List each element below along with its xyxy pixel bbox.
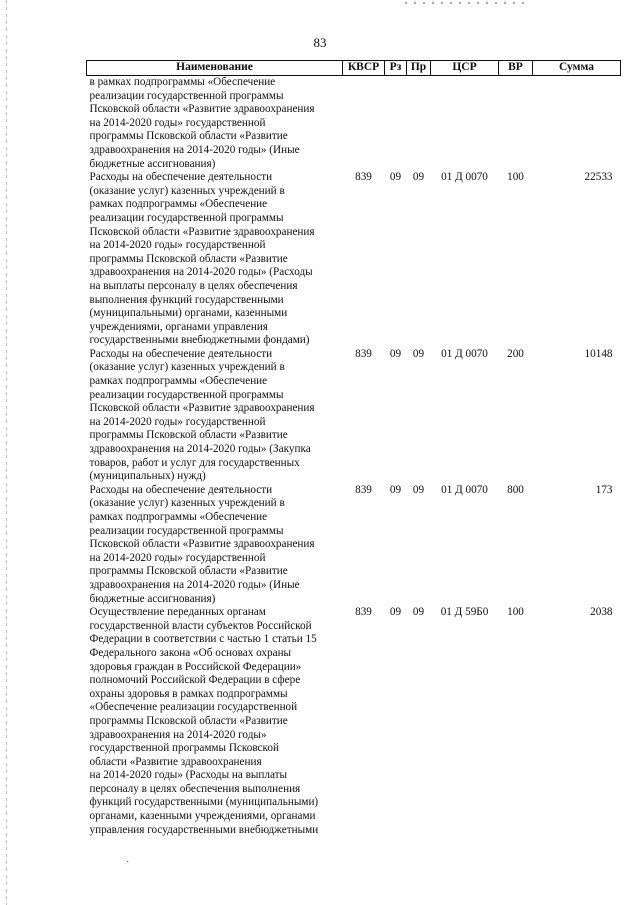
cell-vr: 100 — [507, 606, 524, 619]
cell-vr: 100 — [507, 171, 524, 184]
cell-pr — [407, 76, 431, 172]
cell-kvsr: 839 — [355, 347, 372, 360]
table-header — [87, 61, 621, 76]
name-line: (оказание услуг) казенных учреждений в — [89, 361, 285, 374]
budget-table — [86, 60, 621, 837]
cell-rz — [385, 76, 407, 172]
table-row — [87, 484, 621, 606]
name-line: охраны здоровья в рамках подпрограммы — [89, 687, 288, 700]
name-line: на 2014-2020 годы» государственной — [89, 551, 266, 564]
name-line: Федерального закона «Об основах охраны — [89, 646, 292, 659]
cell-sum: 2038 — [590, 606, 613, 619]
name-line: на выплаты персоналу в целях обеспечения — [89, 279, 298, 292]
name-line: Псковской области «Развитие здравоохранения — [89, 402, 315, 415]
name-line: на 2014-2020 годы» (Расходы на выплаты — [89, 769, 288, 782]
name-line: программы Псковской области «Развитие — [89, 714, 288, 727]
cell-name — [87, 606, 343, 837]
cell-name — [87, 348, 343, 484]
scan-left-edge — [6, 0, 7, 905]
header-pr: Пр — [407, 61, 431, 76]
name-line: Псковской области «Развитие здравоохранения — [89, 103, 315, 116]
table-body — [87, 76, 621, 838]
cell-csr: 01 Д 0070 — [441, 483, 488, 496]
name-line: на 2014-2020 годы» государственной — [89, 116, 266, 129]
name-line: (муниципальных) нужд) — [89, 470, 206, 483]
name-line: рамках подпрограммы «Обеспечение — [89, 511, 268, 523]
cell-pr: 09 — [412, 347, 425, 360]
name-line: государственной власти субъектов Российской — [89, 619, 312, 632]
cell-sum: 22533 — [584, 171, 613, 184]
name-line: рамках подпрограммы «Обеспечение — [89, 198, 268, 211]
name-line: бюджетные ассигнования) — [89, 157, 216, 170]
name-line: программы Псковской области «Развитие — [89, 429, 288, 442]
table-row — [87, 171, 621, 348]
name-line: бюджетные ассигнования) — [89, 592, 216, 605]
cell-kvsr: 839 — [355, 483, 372, 496]
cell-kvsr: 839 — [355, 171, 372, 184]
name-line: учреждениями, органами управления — [89, 320, 268, 333]
cell-rz: 09 — [389, 483, 402, 496]
name-line: Псковской области «Развитие здравоохранения — [89, 225, 315, 238]
name-line: товаров, работ и услуг для государственных — [89, 456, 300, 469]
cell-rz: 09 — [389, 171, 402, 184]
name-line: здравоохранения на 2014-2020 годы» — [89, 728, 267, 741]
name-line: персоналу в целях обеспечения выполнения — [89, 782, 301, 795]
name-line: здравоохранения на 2014-2020 годы» (Иные — [89, 143, 300, 156]
name-line: (муниципальными) органами, казенными — [89, 307, 288, 320]
name-line: органами, казенными учреждениями, органами — [89, 810, 316, 823]
name-line: Расходы на обеспечение деятельности — [89, 171, 273, 184]
header-kvsr: КВСР — [343, 61, 385, 76]
cell-name — [87, 171, 343, 348]
name-line: реализации государственной программы — [89, 211, 284, 224]
name-line: реализации государственной программы — [89, 524, 284, 537]
name-line: функций государственными (муниципальными) — [89, 796, 319, 809]
cell-sum: 10148 — [584, 347, 613, 360]
name-line: программы Псковской области «Развитие — [89, 130, 288, 143]
name-line: рамках подпрограммы «Обеспечение — [89, 375, 268, 388]
header-vr: ВР — [499, 61, 533, 76]
name-line: реализации государственной программы — [89, 388, 284, 401]
name-line: программы Псковской области «Развитие — [89, 565, 288, 578]
cell-csr: 01 Д 0070 — [441, 171, 488, 184]
header-rz: Рз — [385, 61, 407, 76]
cell-csr — [431, 76, 499, 172]
cell-rz: 09 — [389, 347, 402, 360]
name-line: полномочий Российской Федерации в сфере — [89, 674, 301, 687]
cell-sum: 173 — [595, 483, 613, 496]
name-line: выполнения функций государственными — [89, 293, 284, 306]
cell-rz: 09 — [389, 606, 402, 619]
scan-mark: · — [126, 857, 130, 868]
cell-vr: 200 — [507, 347, 524, 360]
cell-pr: 09 — [412, 171, 425, 184]
cell-name — [87, 484, 343, 606]
name-line: Расходы на обеспечение деятельности — [89, 347, 273, 360]
name-line: области «Развитие здравоохранения — [89, 755, 262, 768]
header-sum: Сумма — [533, 61, 621, 76]
cell-csr: 01 Д 59Б0 — [440, 606, 489, 619]
header-name: Наименование — [87, 61, 343, 76]
cell-kvsr: 839 — [355, 606, 372, 619]
name-line: (оказание услуг) казенных учреждений в — [89, 497, 285, 510]
name-line: Псковской области «Развитие здравоохранения — [89, 538, 315, 551]
name-line: в рамках подпрограммы «Обеспечение — [89, 76, 276, 88]
name-line: Расходы на обеспечение деятельности — [89, 483, 273, 496]
header-csr: ЦСР — [431, 61, 499, 76]
cell-csr: 01 Д 0070 — [441, 347, 488, 360]
name-line: управления государственными внебюджетными — [89, 823, 319, 836]
table-row — [87, 348, 621, 484]
name-line: реализации государственной программы — [89, 89, 284, 102]
cell-sum — [533, 76, 621, 172]
cell-pr: 09 — [412, 606, 425, 619]
name-line: государственными внебюджетными фондами) — [89, 334, 310, 347]
name-line: на 2014-2020 годы» государственной — [89, 415, 266, 428]
table-row — [87, 76, 621, 172]
page-number: 83 — [313, 35, 327, 50]
cell-name — [87, 76, 343, 172]
name-line: программы Псковской области «Развитие — [89, 252, 288, 265]
name-line: «Обеспечение реализации государственной — [89, 701, 298, 714]
name-line: здравоохранения на 2014-2020 годы» (Закупка — [89, 443, 311, 456]
name-line: здравоохранения на 2014-2020 годы» (Иные — [89, 578, 300, 591]
name-line: Федерации в соответствии с частью 1 статьи 15 — [89, 633, 317, 646]
cell-pr: 09 — [412, 483, 425, 496]
name-line: (оказание услуг) казенных учреждений в — [89, 184, 285, 197]
cell-kvsr — [343, 76, 385, 172]
name-line: государственной программы Псковской — [89, 742, 279, 755]
table-row — [87, 606, 621, 837]
scan-top-marks — [405, 2, 525, 4]
name-line: здравоохранения на 2014-2020 годы» (Расходы — [89, 266, 313, 279]
name-line: на 2014-2020 годы» государственной — [89, 239, 266, 252]
cell-vr — [499, 76, 533, 172]
name-line: Осуществление переданных органам — [89, 606, 266, 619]
name-line: здоровья граждан в Российской Федерации» — [89, 660, 302, 673]
cell-vr: 800 — [507, 483, 524, 496]
